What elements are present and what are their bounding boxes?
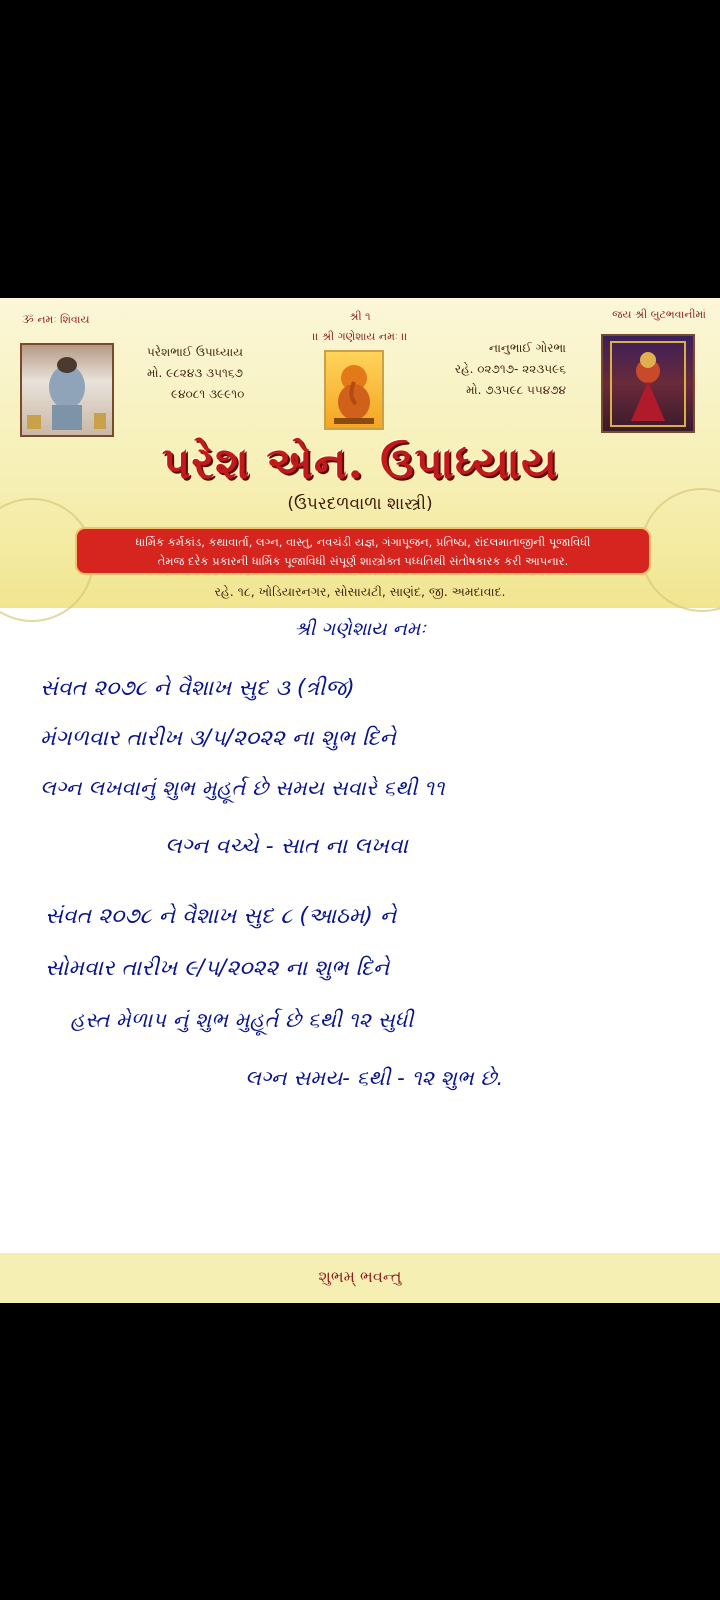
handwritten-line: સંવત ૨૦૭૮ ને વૈશાખ સુદ ૮ (આઠમ) ને (45, 904, 397, 929)
handwritten-line: લગ્ન સમય- ૬થી - ૧૨ શુભ છે. (245, 1066, 504, 1090)
center-top-text: શ્રી ૧ (349, 310, 371, 323)
handwritten-line: લગ્ન લખવાનું શુભ મુહૂર્ત છે સમય સવારે ૬થી ૧૧ (40, 776, 445, 800)
right-contact (436, 338, 566, 401)
handwritten-line: સોમવાર તારીખ ૯/૫/૨૦૨૨ ના શુભ દિને (45, 956, 390, 981)
ganesh-figure-icon (326, 352, 382, 428)
shiva-figure-icon (22, 345, 112, 435)
services-line-1: ધાર્મિક કર્મકાંડ, કથાવાર્તા, લગ્ન, વાસ્તુ, નવચંડી યજ્ઞ, ગંગાપૂજન, પ્રતિષ્ઠા, રાંદલમાતાજીની પૂજાવિધી (135, 535, 591, 549)
right-contact-name: નાનુભાઈ ગોરભા (489, 341, 566, 355)
left-contact-phone1: મો. ૯૮૨૪૩ ૩૫૧૬૭ (147, 366, 243, 380)
handwritten-line: હસ્ત મેળાપ નું શુભ મુહૂર્ત છે ૬થી ૧૨ સુધી (70, 1008, 414, 1032)
handwritten-line: મંગળવાર તારીખ ૩/૫/૨૦૨૨ ના શુભ દિને (40, 726, 396, 751)
goddess-image (601, 334, 695, 433)
letterhead-subtitle: (ઉપરદળવાળા શાસ્ત્રી) (287, 494, 433, 514)
left-contact-name: પરેશભાઈ ઉપાધ્યાય (147, 345, 244, 359)
footer-blessing: શુભમ્ ભવન્તુ (318, 1267, 402, 1286)
services-line-2: તેમજ દરેક પ્રકારની ધાર્મિક પૂજાવિધી સંપૂર્ણ શાસ્ત્રોક્ત પધ્ધતિથી સંતોષકારક કરી આપનાર. (157, 554, 569, 568)
letterhead-title: પરેશ એન. ઉપાધ્યાય (161, 438, 559, 489)
handwritten-line: લગ્ન વચ્ચે - સાત ના લખવા (165, 834, 408, 859)
letterhead-address: રહે. ૧૮, ખોડિયારનગર, સોસાયટી, સાણંદ, જી. અમદાવાદ. (214, 584, 506, 599)
right-chant: જય શ્રી બુટભવાનીમાં (612, 308, 706, 321)
wedding-letter (0, 298, 720, 1303)
left-chant: ૐ નમઃ શિવાય (22, 313, 90, 326)
ganesh-chant: ।। શ્રી ગણેશાય નમઃ ।। (312, 330, 408, 343)
ganesh-image (324, 350, 384, 430)
right-contact-phone1: રહે. ૦૨૭૧૭- ૨૨૩૫૯૬ (454, 362, 566, 376)
services-banner (75, 527, 651, 575)
left-contact-phone2: ૯૪૦૮૧ ૩૯૯૧૦ (171, 387, 245, 401)
goddess-figure-icon (603, 336, 693, 431)
shiva-image (20, 343, 114, 437)
footer-band (0, 1253, 720, 1303)
letterhead (0, 298, 720, 608)
invocation: શ્રી ગણેશાય નમઃ (294, 618, 426, 640)
handwritten-line: સંવત ૨૦૭૮ ને વૈશાખ સુદ ૩ (ત્રીજ) (40, 676, 355, 701)
right-contact-phone2: મો. ૭૩૫૯૮ ૫૫૪૭૪ (466, 383, 566, 397)
left-contact (147, 342, 244, 405)
